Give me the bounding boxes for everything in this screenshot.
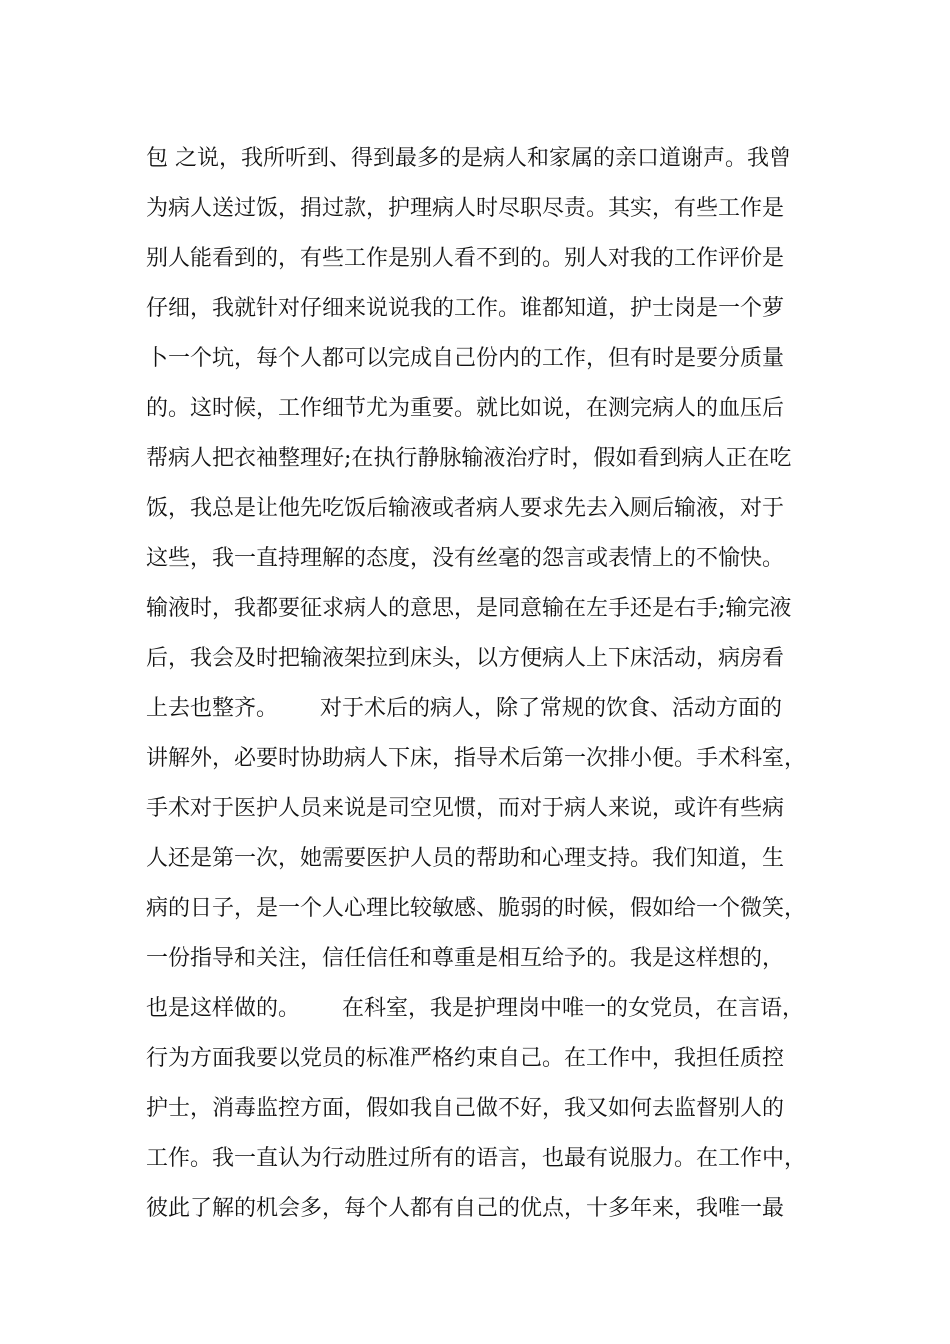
text-line: 工作。我一直认为行动胜过所有的语言，也最有说服力。在工作中， bbox=[146, 1146, 807, 1171]
text-line: 饭，我总是让他先吃饭后输液或者病人要求先去入厕后输液，对于 bbox=[146, 496, 785, 521]
text-line: 也是这样做的。 在科室，我是护理岗中唯一的女党员，在言语， bbox=[146, 996, 804, 1021]
text-line: 讲解外，必要时协助病人下床，指导术后第一次排小便。手术科室， bbox=[146, 746, 807, 771]
text-line: 的。这时候，工作细节尤为重要。就比如说，在测完病人的血压后 bbox=[146, 396, 785, 421]
text-line: 护士，消毒监控方面，假如我自己做不好，我又如何去监督别人的 bbox=[146, 1096, 785, 1121]
text-line: 别人能看到的，有些工作是别人看不到的。别人对我的工作评价是 bbox=[146, 246, 785, 271]
text-line: 包 之说，我所听到、得到最多的是病人和家属的亲口道谢声。我曾 bbox=[146, 146, 791, 171]
text-line: 彼此了解的机会多，每个人都有自己的优点，十多年来，我唯一最 bbox=[146, 1196, 785, 1221]
text-line: 后，我会及时把输液架拉到床头，以方便病人上下床活动，病房看 bbox=[146, 646, 785, 671]
text-line: 人还是第一次，她需要医护人员的帮助和心理支持。我们知道，生 bbox=[146, 846, 785, 871]
text-line: 一份指导和关注，信任信任和尊重是相互给予的。我是这样想的， bbox=[146, 946, 785, 971]
text-line: 手术对于医护人员来说是司空见惯，而对于病人来说，或许有些病 bbox=[146, 796, 785, 821]
text-line: 病的日子，是一个人心理比较敏感、脆弱的时候，假如给一个微笑， bbox=[146, 896, 807, 921]
text-line: 行为方面我要以党员的标准严格约束自己。在工作中，我担任质控 bbox=[146, 1046, 785, 1071]
text-line: 输液时，我都要征求病人的意思，是同意输在左手还是右手;输完液 bbox=[146, 596, 792, 621]
text-line: 卜一个坑，每个人都可以完成自己份内的工作，但有时是要分质量 bbox=[146, 346, 785, 371]
text-line: 上去也整齐。 对于术后的病人，除了常规的饮食、活动方面的 bbox=[146, 696, 782, 721]
text-line: 帮病人把衣袖整理好;在执行静脉输液治疗时，假如看到病人正在吃 bbox=[146, 446, 792, 471]
text-line: 为病人送过饭，捐过款，护理病人时尽职尽责。其实，有些工作是 bbox=[146, 196, 785, 221]
body-text bbox=[146, 134, 826, 1234]
text-line: 这些，我一直持理解的态度，没有丝毫的怨言或表情上的不愉快。 bbox=[146, 546, 785, 571]
text-line: 仔细，我就针对仔细来说说我的工作。谁都知道，护士岗是一个萝 bbox=[146, 296, 785, 321]
